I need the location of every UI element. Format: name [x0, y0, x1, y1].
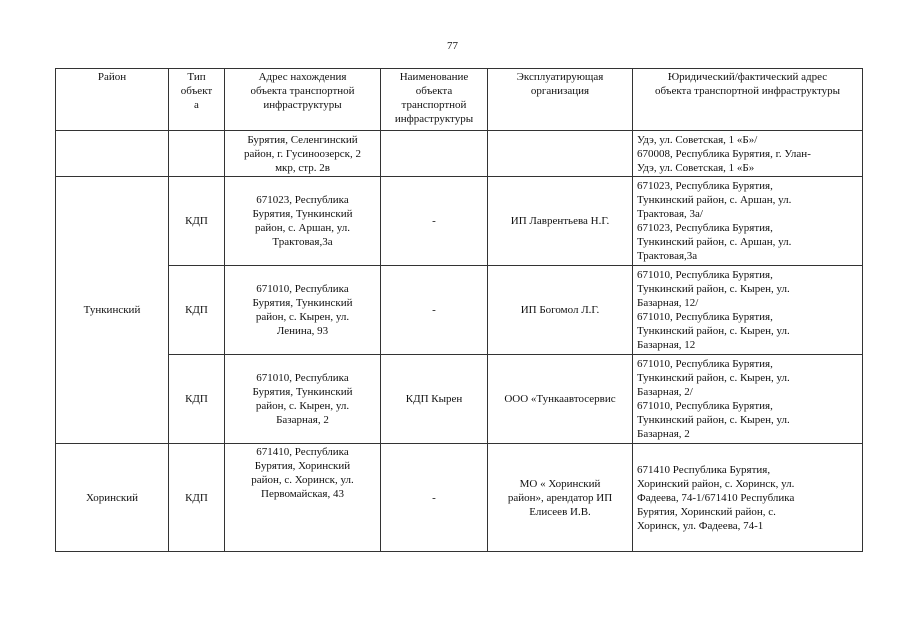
address-line: район, г. Гусиноозерск, 2 [244, 147, 361, 160]
legal-address-line: 670008, Республика Бурятия, г. Улан- [637, 147, 811, 160]
legal-address-line: Удэ, ул. Советская, 1 «Б»/ [637, 133, 758, 146]
header-name [381, 69, 488, 131]
table-row [56, 131, 863, 177]
legal-address-line: 671010, Республика Бурятия, [637, 269, 773, 281]
district-cell: Хоринский [56, 444, 169, 552]
header-line: Тип [187, 71, 206, 83]
address-line: Бурятия, Хоринский [254, 460, 351, 472]
address-line: Трактовая,3а [272, 236, 333, 248]
legal-address-cell [633, 177, 863, 266]
table-row [56, 177, 863, 266]
legal-address-line: Тункинский район, с. Кырен, ул. [637, 414, 790, 426]
legal-address-line: Базарная, 12 [637, 339, 696, 351]
name-cell: - [381, 266, 488, 355]
address-line: 671023, Республика [256, 194, 349, 206]
address-line: Первомайская, 43 [261, 488, 344, 500]
header-line: транспортной [401, 99, 467, 111]
address-line: 671010, Республика [256, 283, 349, 295]
address-cell [225, 131, 381, 177]
legal-address-line: 671023, Республика Бурятия, [637, 222, 773, 234]
type-cell [169, 131, 225, 177]
name-cell: - [381, 177, 488, 266]
legal-address-line: Удэ, ул. Советская, 1 «Б» [637, 161, 755, 174]
legal-address-cell [633, 355, 863, 444]
address-line: Бурятия, Тункинский [252, 386, 353, 398]
header-address [225, 69, 381, 131]
legal-address-cell [633, 266, 863, 355]
legal-address-line: Хоринск, ул. Фадеева, 74-1 [637, 519, 764, 532]
header-type [169, 69, 225, 131]
district-cell [56, 131, 169, 177]
type-cell: КДП [169, 266, 225, 355]
address-line: район, с. Хоринск, ул. [251, 474, 354, 486]
legal-address-line: Базарная, 12/ [637, 297, 699, 309]
header-line: Юридический/фактический адрес [667, 71, 828, 83]
legal-address-line: Трактовая,3а [637, 250, 698, 262]
operator-line: Елисеев И.В. [529, 505, 591, 518]
type-cell: КДП [169, 355, 225, 444]
legal-address-line: Тункинский район, с. Кырен, ул. [637, 325, 790, 337]
page-number: 77 [447, 40, 458, 52]
name-cell: КДП Кырен [381, 355, 488, 444]
header-district [56, 69, 169, 131]
header-line: объект [180, 85, 213, 97]
table-row [56, 444, 863, 552]
header-line: объекта транспортной инфраструктуры [654, 85, 841, 97]
address-line: Базарная, 2 [276, 414, 329, 426]
header-row [56, 69, 863, 131]
address-line: район, с. Аршан, ул. [255, 222, 350, 234]
operator-line: район», арендатор ИП [507, 491, 613, 504]
address-line: Ленина, 93 [276, 325, 329, 337]
legal-address-line: Базарная, 2/ [637, 386, 693, 398]
legal-address-line: Трактовая, 3а/ [637, 208, 703, 220]
address-line: 671410, Республика [256, 446, 349, 458]
address-line: район, с. Кырен, ул. [255, 400, 350, 412]
header-line: Адрес нахождения [258, 71, 347, 83]
table-row [56, 355, 863, 444]
operator-cell [488, 444, 633, 552]
district-cell: Тункинский [56, 177, 169, 444]
legal-address-line: Тункинский район, с. Аршан, ул. [637, 194, 792, 206]
address-line: Бурятия, Тункинский [252, 297, 353, 309]
address-line: 671010, Республика [256, 372, 349, 384]
header-line: объекта транспортной [250, 85, 355, 97]
header-legal-address [633, 69, 863, 131]
address-line: мкр, стр. 2в [275, 161, 330, 174]
address-line: район, с. Кырен, ул. [255, 311, 350, 323]
legal-address-line: 671410 Республика Бурятия, [637, 463, 771, 476]
operator-cell [488, 131, 633, 177]
address-line: Бурятия, Селенгинский [247, 133, 358, 146]
operator-cell: ИП Богомол Л.Г. [488, 266, 633, 355]
legal-address-line: Тункинский район, с. Аршан, ул. [637, 236, 792, 248]
legal-address-line: Тункинский район, с. Кырен, ул. [637, 372, 790, 384]
legal-address-line: Тункинский район, с. Кырен, ул. [637, 283, 790, 295]
address-line: Бурятия, Тункинский [252, 208, 353, 220]
header-line: Наименование [399, 71, 469, 83]
address-cell [225, 177, 381, 266]
table-row [56, 266, 863, 355]
operator-line: МО « Хоринский [519, 477, 601, 490]
legal-address-line: Хоринский район, с. Хоринск, ул. [637, 477, 795, 490]
name-cell [381, 131, 488, 177]
legal-address-line: Базарная, 2 [637, 428, 690, 440]
transport-infrastructure-table [55, 68, 863, 552]
legal-address-line: 671023, Республика Бурятия, [637, 180, 773, 192]
header-operator [488, 69, 633, 131]
header-line: а [194, 99, 199, 111]
legal-address-line: 671010, Республика Бурятия, [637, 311, 773, 323]
legal-address-line: 671010, Республика Бурятия, [637, 400, 773, 412]
header-line: объекта [415, 85, 453, 97]
operator-cell: ИП Лаврентьева Н.Г. [488, 177, 633, 266]
address-cell [225, 355, 381, 444]
legal-address-cell [633, 131, 863, 177]
legal-address-line: Фадеева, 74-1/671410 Республика [637, 491, 795, 504]
operator-cell: ООО «Тункаавтосервис [488, 355, 633, 444]
header-line: Эксплуатирующая [516, 71, 604, 83]
legal-address-line: 671010, Республика Бурятия, [637, 358, 773, 370]
name-cell: - [381, 444, 488, 552]
address-cell [225, 444, 381, 552]
type-cell: КДП [169, 177, 225, 266]
legal-address-cell [633, 444, 863, 552]
header-line: организация [530, 85, 590, 97]
header-line: инфраструктуры [263, 99, 342, 111]
legal-address-line: Бурятия, Хоринский район, с. [637, 505, 776, 518]
header-line: инфраструктуры [394, 113, 474, 125]
type-cell: КДП [169, 444, 225, 552]
address-cell [225, 266, 381, 355]
header-line: Район [97, 71, 127, 83]
